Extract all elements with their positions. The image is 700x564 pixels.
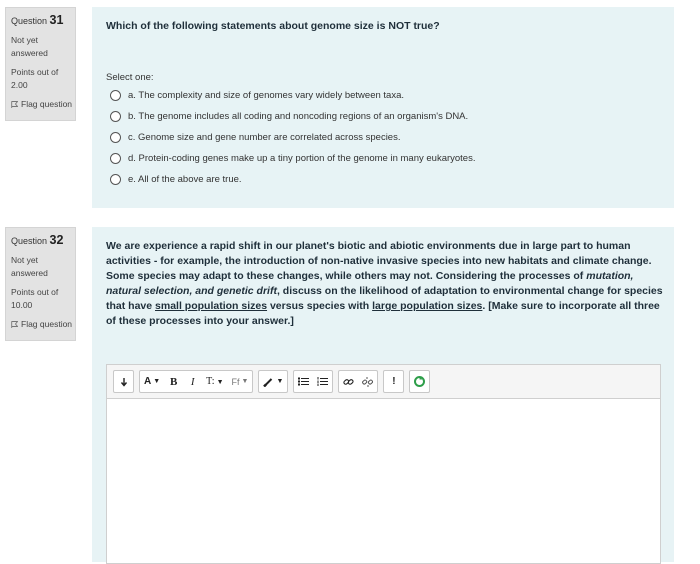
answer-options <box>110 85 475 190</box>
question-32-info <box>5 227 76 341</box>
flag-question-button[interactable]: Flag question <box>11 98 75 111</box>
flag-icon <box>11 99 18 106</box>
unlink-button[interactable] <box>358 371 377 392</box>
caret-down-icon: ▼ <box>153 378 161 385</box>
large-population-link[interactable]: large population sizes <box>372 300 483 312</box>
numbered-list-icon <box>317 377 328 386</box>
flag-icon <box>11 319 18 326</box>
option-c[interactable]: c. Genome size and gene number are correlated across species. <box>110 127 475 148</box>
option-e[interactable]: e. All of the above are true. <box>110 169 475 190</box>
question-state: Not yet answered <box>11 35 48 58</box>
question-grade: Points out of 10.00 <box>11 287 59 310</box>
option-a[interactable]: a. The complexity and size of genomes vary widely between taxa. <box>110 85 475 106</box>
radio-button[interactable] <box>110 90 121 101</box>
answer-editor <box>106 364 661 564</box>
question-number: Question 32 <box>11 233 64 247</box>
bold-button[interactable]: B <box>170 375 178 388</box>
unlink-icon <box>362 377 373 387</box>
bullet-list-button[interactable] <box>294 371 313 392</box>
editor-text-area[interactable] <box>107 399 660 563</box>
caret-down-icon: ▼ <box>276 378 284 385</box>
option-d[interactable]: d. Protein-coding genes make up a tiny portion of the genome in many eukaryotes. <box>110 148 475 169</box>
radio-button[interactable] <box>110 174 121 185</box>
caret-down-icon: ▼ <box>241 378 249 385</box>
bullet-list-icon <box>298 377 309 386</box>
small-population-link[interactable]: small population sizes <box>155 300 268 312</box>
flag-question-button[interactable]: Flag question <box>11 318 75 331</box>
exclamation-icon: ! <box>392 376 396 387</box>
question-text: Which of the following statements about genome size is NOT true? <box>106 20 440 32</box>
insert-link-button[interactable] <box>339 371 358 392</box>
link-icon <box>343 377 354 387</box>
recycle-icon <box>414 376 425 387</box>
font-size-button[interactable]: A ▼ <box>144 376 161 387</box>
question-31-content <box>92 7 674 208</box>
caret-down-icon: ▼ <box>216 377 224 386</box>
question-32-content <box>92 227 674 562</box>
italic-button[interactable]: I <box>190 375 195 388</box>
question-grade: Points out of 2.00 <box>11 67 59 90</box>
question-number: Question 31 <box>11 13 64 27</box>
option-b[interactable]: b. The genome includes all coding and noncoding regions of an organism's DNA. <box>110 106 475 127</box>
radio-button[interactable] <box>110 153 121 164</box>
insert-special-button[interactable] <box>384 371 403 392</box>
editor-toolbar <box>107 365 660 399</box>
select-one-prompt: Select one: <box>106 72 154 83</box>
brush-icon <box>263 377 274 387</box>
numbered-list-button[interactable] <box>313 371 332 392</box>
font-family-button[interactable]: Ff ▼ <box>231 376 249 387</box>
radio-button[interactable] <box>110 111 121 122</box>
text-style-button[interactable]: T: ▼ <box>206 376 224 387</box>
question-state: Not yet answered <box>11 255 48 278</box>
arrow-down-icon <box>120 377 128 387</box>
question-text: We are experience a rapid shift in our planet's biotic and abiotic environments due in large part to human activities - for example, the introduction of non-native invasive species into new habitats and climate change. Some species may adapt to these changes, while others may not. Considering the processes of mutation, natural selection, and genetic drift, discuss on the likelihood of adaptation to environmental change for species that have small population sizes versus species with large population sizes. [Make sure to incorporate all three of these processes into your answer.] <box>106 240 663 327</box>
insert-media-button[interactable] <box>410 371 429 392</box>
text-color-button[interactable] <box>259 371 287 392</box>
question-31-info <box>5 7 76 121</box>
radio-button[interactable] <box>110 132 121 143</box>
toolbar-toggle-button[interactable] <box>114 371 133 392</box>
